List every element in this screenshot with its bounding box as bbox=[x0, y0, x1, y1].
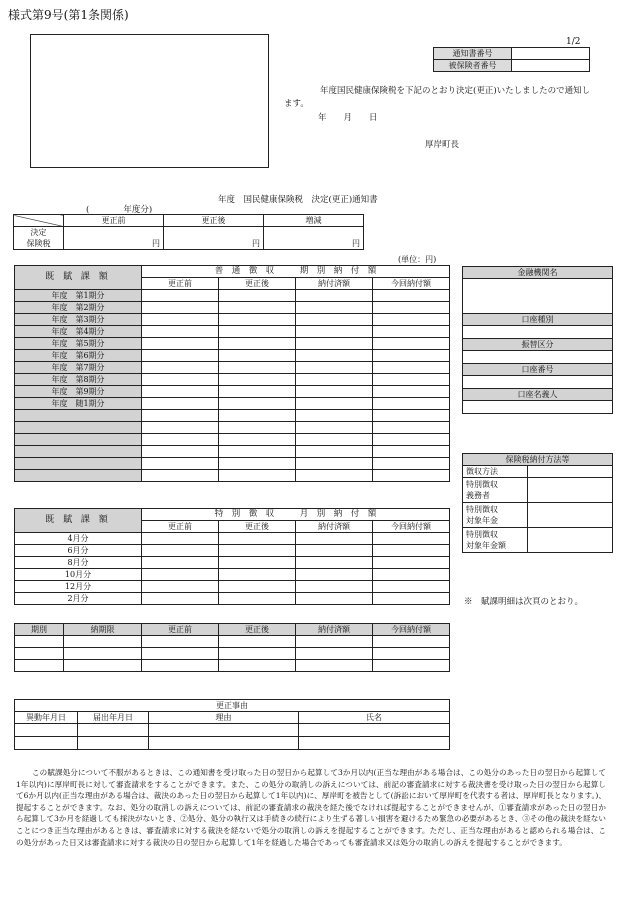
amount-cell[interactable] bbox=[373, 302, 450, 314]
table-row bbox=[15, 581, 450, 593]
amount-cell[interactable] bbox=[219, 581, 296, 593]
appeal-notice: この賦課処分について不服があるときは、この通知書を受け取った日の翌日から起算して3か月以内(正当な理由がある場合は、この処分のあった日の翌日から起算して1年以内)に厚岸町長に対して審査請求をすることができます。また、この処分の取消しの訴えについては、前記の審査請求に対する裁決書を受け取った日の翌日から起算して6か月以内(正当な理由がある場合は、裁決のあった日の翌日から起算して1年以内)に、厚岸町を被告として(訴訟において厚岸町を代表する者は、厚岸町長となります。)、提起することができます。なお、処分の取消しの訴えについては、前記の審査請求の裁決を経た後でなければ提起することができませんが、①審査請求があった日の翌日から起算して3か月を経過しても採決がないとき、②処分、処分の執行又は手続きの続行により生ずる著しい損害を避けるため緊急の必要があるとき、③その他の裁決を経ないことにつき正当な理由があるときは、審査請求に対する裁決を経ないで処分の取消しの訴えを提起することができます。ただし、正当な理由があると認められる場合は、この処分があった日又は審査請求に対する裁決の日の翌日から起算して1年を経過した場合であっても審査請求又は処分の取消しの訴えを提起することができます。 bbox=[16, 768, 606, 847]
month-label: 6月分 bbox=[15, 545, 142, 557]
table-row bbox=[15, 569, 450, 581]
period-label: 年度 第3期分 bbox=[15, 314, 142, 326]
table-row bbox=[15, 386, 450, 398]
amount-cell[interactable] bbox=[373, 593, 450, 605]
summary-table bbox=[13, 214, 364, 250]
deadline-cell[interactable] bbox=[373, 648, 450, 660]
amount-cell[interactable] bbox=[296, 374, 373, 386]
amount-cell[interactable] bbox=[219, 422, 296, 434]
table-row bbox=[15, 593, 450, 605]
amount-cell[interactable] bbox=[373, 290, 450, 302]
amount-cell[interactable] bbox=[219, 533, 296, 545]
issuer: 厚岸町長 bbox=[425, 140, 460, 150]
amount-cell[interactable] bbox=[296, 557, 373, 569]
amount-cell[interactable] bbox=[219, 593, 296, 605]
amount-cell[interactable] bbox=[296, 446, 373, 458]
summary-header: 増減 bbox=[264, 215, 364, 227]
special-collector-field[interactable] bbox=[528, 478, 613, 503]
amount-cell[interactable] bbox=[219, 314, 296, 326]
amount-cell[interactable] bbox=[219, 350, 296, 362]
amount-cell[interactable] bbox=[219, 434, 296, 446]
deadline-cell[interactable] bbox=[296, 648, 373, 660]
amount-cell[interactable] bbox=[142, 338, 219, 350]
amount-cell[interactable] bbox=[142, 545, 219, 557]
amount-cell[interactable] bbox=[296, 545, 373, 557]
table-row bbox=[15, 314, 450, 326]
period-label bbox=[15, 434, 142, 446]
deadline-cell[interactable] bbox=[219, 660, 296, 672]
amount-cell[interactable] bbox=[296, 326, 373, 338]
unit-note: (単位：円) bbox=[398, 255, 437, 264]
column-header: 更正前 bbox=[142, 278, 219, 290]
amount-cell[interactable] bbox=[219, 386, 296, 398]
amount-cell[interactable] bbox=[373, 533, 450, 545]
period-label: 年度 第5期分 bbox=[15, 338, 142, 350]
amount-cell[interactable] bbox=[219, 458, 296, 470]
special-group-header: 特 別 徴 収 月 別 納 付 額 bbox=[142, 509, 450, 521]
amount-cell[interactable] bbox=[373, 581, 450, 593]
column-header: 届出年月日 bbox=[78, 712, 149, 724]
reason-cell[interactable] bbox=[149, 724, 299, 737]
pension-field[interactable] bbox=[528, 503, 613, 528]
id-label: 被保険者番号 bbox=[434, 60, 512, 72]
deadline-cell[interactable] bbox=[15, 636, 64, 648]
diagonal-cell bbox=[14, 215, 64, 227]
amount-cell[interactable] bbox=[373, 386, 450, 398]
deadline-cell[interactable] bbox=[142, 648, 219, 660]
month-label: 2月分 bbox=[15, 593, 142, 605]
amount-cell[interactable] bbox=[296, 410, 373, 422]
amount-cell[interactable] bbox=[296, 350, 373, 362]
table-row bbox=[15, 446, 450, 458]
column-header: 理由 bbox=[149, 712, 299, 724]
amount-cell[interactable] bbox=[142, 314, 219, 326]
account-holder-field[interactable] bbox=[463, 401, 613, 414]
amount-cell[interactable] bbox=[219, 557, 296, 569]
summary-after: 円 bbox=[164, 227, 264, 250]
column-header: 更正後 bbox=[219, 624, 296, 636]
amount-cell[interactable] bbox=[142, 290, 219, 302]
amount-cell[interactable] bbox=[296, 434, 373, 446]
amount-cell[interactable] bbox=[142, 302, 219, 314]
deadline-cell[interactable] bbox=[219, 636, 296, 648]
amount-cell[interactable] bbox=[296, 470, 373, 482]
table-row bbox=[15, 557, 450, 569]
amount-cell[interactable] bbox=[219, 398, 296, 410]
table-row bbox=[15, 350, 450, 362]
assessment-note: ※ 賦課明細は次頁のとおり。 bbox=[464, 597, 584, 607]
reason-cell[interactable] bbox=[149, 737, 299, 750]
summary-diff: 円 bbox=[264, 227, 364, 250]
summary-row-label: 決定 保険税 bbox=[14, 227, 64, 250]
amount-cell[interactable] bbox=[296, 581, 373, 593]
period-label bbox=[15, 458, 142, 470]
bank-label: 振替区分 bbox=[463, 339, 613, 351]
ordinary-group-header: 普 通 徴 収 期 別 納 付 額 bbox=[142, 266, 450, 278]
period-label: 年度 第8期分 bbox=[15, 374, 142, 386]
pension-amount-field[interactable] bbox=[528, 528, 613, 553]
table-row bbox=[15, 374, 450, 386]
amount-cell[interactable] bbox=[296, 422, 373, 434]
collection-method-field[interactable] bbox=[528, 466, 613, 478]
amount-cell[interactable] bbox=[296, 338, 373, 350]
intro-text: 年度国民健康保険税を下記のとおり決定(更正)いたしましたので通知します。 bbox=[284, 86, 591, 109]
bank-name-field[interactable] bbox=[463, 279, 613, 314]
column-header: 納付済額 bbox=[296, 521, 373, 533]
period-label bbox=[15, 446, 142, 458]
amount-cell[interactable] bbox=[219, 410, 296, 422]
period-label: 年度 第7期分 bbox=[15, 362, 142, 374]
amount-cell[interactable] bbox=[219, 470, 296, 482]
method-row-label: 特別徴収 義務者 bbox=[463, 478, 528, 503]
deadline-cell[interactable] bbox=[296, 660, 373, 672]
amount-cell[interactable] bbox=[296, 362, 373, 374]
amount-cell[interactable] bbox=[373, 374, 450, 386]
amount-cell[interactable] bbox=[296, 386, 373, 398]
amount-cell[interactable] bbox=[373, 470, 450, 482]
form-number: 様式第9号(第1条関係) bbox=[8, 8, 129, 22]
method-row-label: 特別徴収 対象年金額 bbox=[463, 528, 528, 553]
column-header: 更正後 bbox=[219, 278, 296, 290]
table-row bbox=[15, 648, 450, 660]
column-header: 更正後 bbox=[219, 521, 296, 533]
method-row-label: 徴収方法 bbox=[463, 466, 528, 478]
amount-cell[interactable] bbox=[142, 326, 219, 338]
amount-cell[interactable] bbox=[142, 593, 219, 605]
table-row bbox=[15, 458, 450, 470]
table-row bbox=[15, 545, 450, 557]
amount-cell[interactable] bbox=[373, 350, 450, 362]
month-label: 10月分 bbox=[15, 569, 142, 581]
amount-cell[interactable] bbox=[373, 362, 450, 374]
column-header: 今回納付額 bbox=[373, 278, 450, 290]
amount-cell[interactable] bbox=[296, 569, 373, 581]
account-number-field[interactable] bbox=[463, 376, 613, 389]
amount-cell[interactable] bbox=[296, 533, 373, 545]
column-header: 納期限 bbox=[64, 624, 142, 636]
column-header: 今回納付額 bbox=[373, 624, 450, 636]
period-label: 年度 随1期分 bbox=[15, 398, 142, 410]
bank-table bbox=[462, 266, 613, 414]
amount-cell[interactable] bbox=[219, 545, 296, 557]
deadline-cell[interactable] bbox=[373, 636, 450, 648]
column-header: 更正前 bbox=[142, 624, 219, 636]
amount-cell[interactable] bbox=[373, 326, 450, 338]
amount-cell[interactable] bbox=[219, 302, 296, 314]
amount-cell[interactable] bbox=[142, 350, 219, 362]
month-label: 12月分 bbox=[15, 581, 142, 593]
column-header: 氏名 bbox=[299, 712, 450, 724]
amount-cell[interactable] bbox=[142, 470, 219, 482]
amount-cell[interactable] bbox=[373, 338, 450, 350]
reason-cell[interactable] bbox=[15, 737, 78, 750]
bank-label: 金融機関名 bbox=[463, 267, 613, 279]
amount-cell[interactable] bbox=[142, 434, 219, 446]
deadline-cell[interactable] bbox=[64, 636, 142, 648]
page-indicator: 1/2 bbox=[566, 37, 581, 47]
table-row bbox=[15, 422, 450, 434]
reason-cell[interactable] bbox=[15, 724, 78, 737]
amount-cell[interactable] bbox=[373, 569, 450, 581]
amount-cell[interactable] bbox=[142, 374, 219, 386]
reason-cell[interactable] bbox=[78, 737, 149, 750]
column-header: 異動年月日 bbox=[15, 712, 78, 724]
date-line: 年 月 日 bbox=[318, 113, 378, 123]
amount-cell[interactable] bbox=[373, 545, 450, 557]
amount-cell[interactable] bbox=[142, 557, 219, 569]
id-table bbox=[433, 47, 590, 72]
amount-cell[interactable] bbox=[373, 410, 450, 422]
ordinary-label: 既 賦 課 額 bbox=[15, 266, 142, 290]
table-row bbox=[15, 290, 450, 302]
table-row bbox=[15, 410, 450, 422]
summary-header: 更正後 bbox=[164, 215, 264, 227]
deadline-cell[interactable] bbox=[373, 660, 450, 672]
amount-cell[interactable] bbox=[373, 446, 450, 458]
amount-cell[interactable] bbox=[373, 398, 450, 410]
amount-cell[interactable] bbox=[373, 458, 450, 470]
amount-cell[interactable] bbox=[296, 398, 373, 410]
id-label: 通知書番号 bbox=[434, 48, 512, 60]
notice-title: 年度 国民健康保険税 決定(更正)通知書 bbox=[218, 195, 378, 205]
deadline-cell[interactable] bbox=[64, 648, 142, 660]
bank-label: 口座番号 bbox=[463, 364, 613, 376]
table-row bbox=[15, 660, 450, 672]
period-label bbox=[15, 422, 142, 434]
deadline-cell[interactable] bbox=[219, 648, 296, 660]
period-label: 年度 第4期分 bbox=[15, 326, 142, 338]
column-header: 更正前 bbox=[142, 521, 219, 533]
amount-cell[interactable] bbox=[142, 410, 219, 422]
amount-cell[interactable] bbox=[373, 434, 450, 446]
reason-cell[interactable] bbox=[299, 737, 450, 750]
table-row bbox=[15, 362, 450, 374]
amount-cell[interactable] bbox=[296, 290, 373, 302]
period-label: 年度 第9期分 bbox=[15, 386, 142, 398]
deadline-cell[interactable] bbox=[142, 636, 219, 648]
amount-cell[interactable] bbox=[373, 314, 450, 326]
amount-cell[interactable] bbox=[142, 362, 219, 374]
transfer-type-field[interactable] bbox=[463, 351, 613, 364]
table-row bbox=[15, 636, 450, 648]
amount-cell[interactable] bbox=[373, 557, 450, 569]
bank-label: 口座種別 bbox=[463, 314, 613, 326]
column-header: 今回納付額 bbox=[373, 521, 450, 533]
ordinary-table bbox=[14, 265, 450, 482]
month-label: 4月分 bbox=[15, 533, 142, 545]
column-header: 期別 bbox=[15, 624, 64, 636]
table-row bbox=[15, 338, 450, 350]
table-row bbox=[15, 326, 450, 338]
amount-cell[interactable] bbox=[219, 569, 296, 581]
notice-number-field[interactable] bbox=[512, 48, 590, 60]
insured-number-field[interactable] bbox=[512, 60, 590, 72]
special-table bbox=[14, 508, 450, 605]
amount-cell[interactable] bbox=[296, 458, 373, 470]
amount-cell[interactable] bbox=[373, 422, 450, 434]
amount-cell[interactable] bbox=[142, 458, 219, 470]
table-row bbox=[15, 398, 450, 410]
reason-title: 更正事由 bbox=[15, 700, 450, 712]
reason-cell[interactable] bbox=[299, 724, 450, 737]
amount-cell[interactable] bbox=[142, 446, 219, 458]
deadline-cell[interactable] bbox=[15, 648, 64, 660]
amount-cell[interactable] bbox=[142, 386, 219, 398]
method-title: 保険税納付方法等 bbox=[463, 454, 613, 466]
amount-cell[interactable] bbox=[142, 398, 219, 410]
amount-cell[interactable] bbox=[142, 569, 219, 581]
month-label: 8月分 bbox=[15, 557, 142, 569]
amount-cell[interactable] bbox=[219, 374, 296, 386]
amount-cell[interactable] bbox=[296, 314, 373, 326]
method-table bbox=[462, 453, 613, 553]
summary-header: 更正前 bbox=[64, 215, 164, 227]
reason-table bbox=[14, 699, 450, 750]
period-label bbox=[15, 410, 142, 422]
amount-cell[interactable] bbox=[219, 446, 296, 458]
table-row bbox=[15, 434, 450, 446]
period-label: 年度 第6期分 bbox=[15, 350, 142, 362]
amount-cell[interactable] bbox=[296, 302, 373, 314]
period-label: 年度 第1期分 bbox=[15, 290, 142, 302]
year-share: ( 年度分) bbox=[86, 205, 153, 215]
special-label: 既 賦 課 額 bbox=[15, 509, 142, 533]
amount-cell[interactable] bbox=[219, 326, 296, 338]
deadline-cell[interactable] bbox=[296, 636, 373, 648]
deadline-cell[interactable] bbox=[64, 660, 142, 672]
table-row bbox=[15, 533, 450, 545]
account-type-field[interactable] bbox=[463, 326, 613, 339]
amount-cell[interactable] bbox=[219, 290, 296, 302]
address-box bbox=[30, 34, 269, 168]
reason-cell[interactable] bbox=[78, 724, 149, 737]
column-header: 納付済額 bbox=[296, 624, 373, 636]
amount-cell[interactable] bbox=[142, 581, 219, 593]
method-row-label: 特別徴収 対象年金 bbox=[463, 503, 528, 528]
summary-before: 円 bbox=[64, 227, 164, 250]
column-header: 納付済額 bbox=[296, 278, 373, 290]
deadline-cell[interactable] bbox=[142, 660, 219, 672]
table-row bbox=[15, 470, 450, 482]
bank-label: 口座名義人 bbox=[463, 389, 613, 401]
period-label: 年度 第2期分 bbox=[15, 302, 142, 314]
amount-cell[interactable] bbox=[219, 338, 296, 350]
amount-cell[interactable] bbox=[142, 533, 219, 545]
amount-cell[interactable] bbox=[142, 422, 219, 434]
amount-cell[interactable] bbox=[296, 593, 373, 605]
table-row bbox=[15, 302, 450, 314]
deadline-table bbox=[14, 623, 450, 672]
amount-cell[interactable] bbox=[219, 362, 296, 374]
deadline-cell[interactable] bbox=[15, 660, 64, 672]
period-label bbox=[15, 470, 142, 482]
